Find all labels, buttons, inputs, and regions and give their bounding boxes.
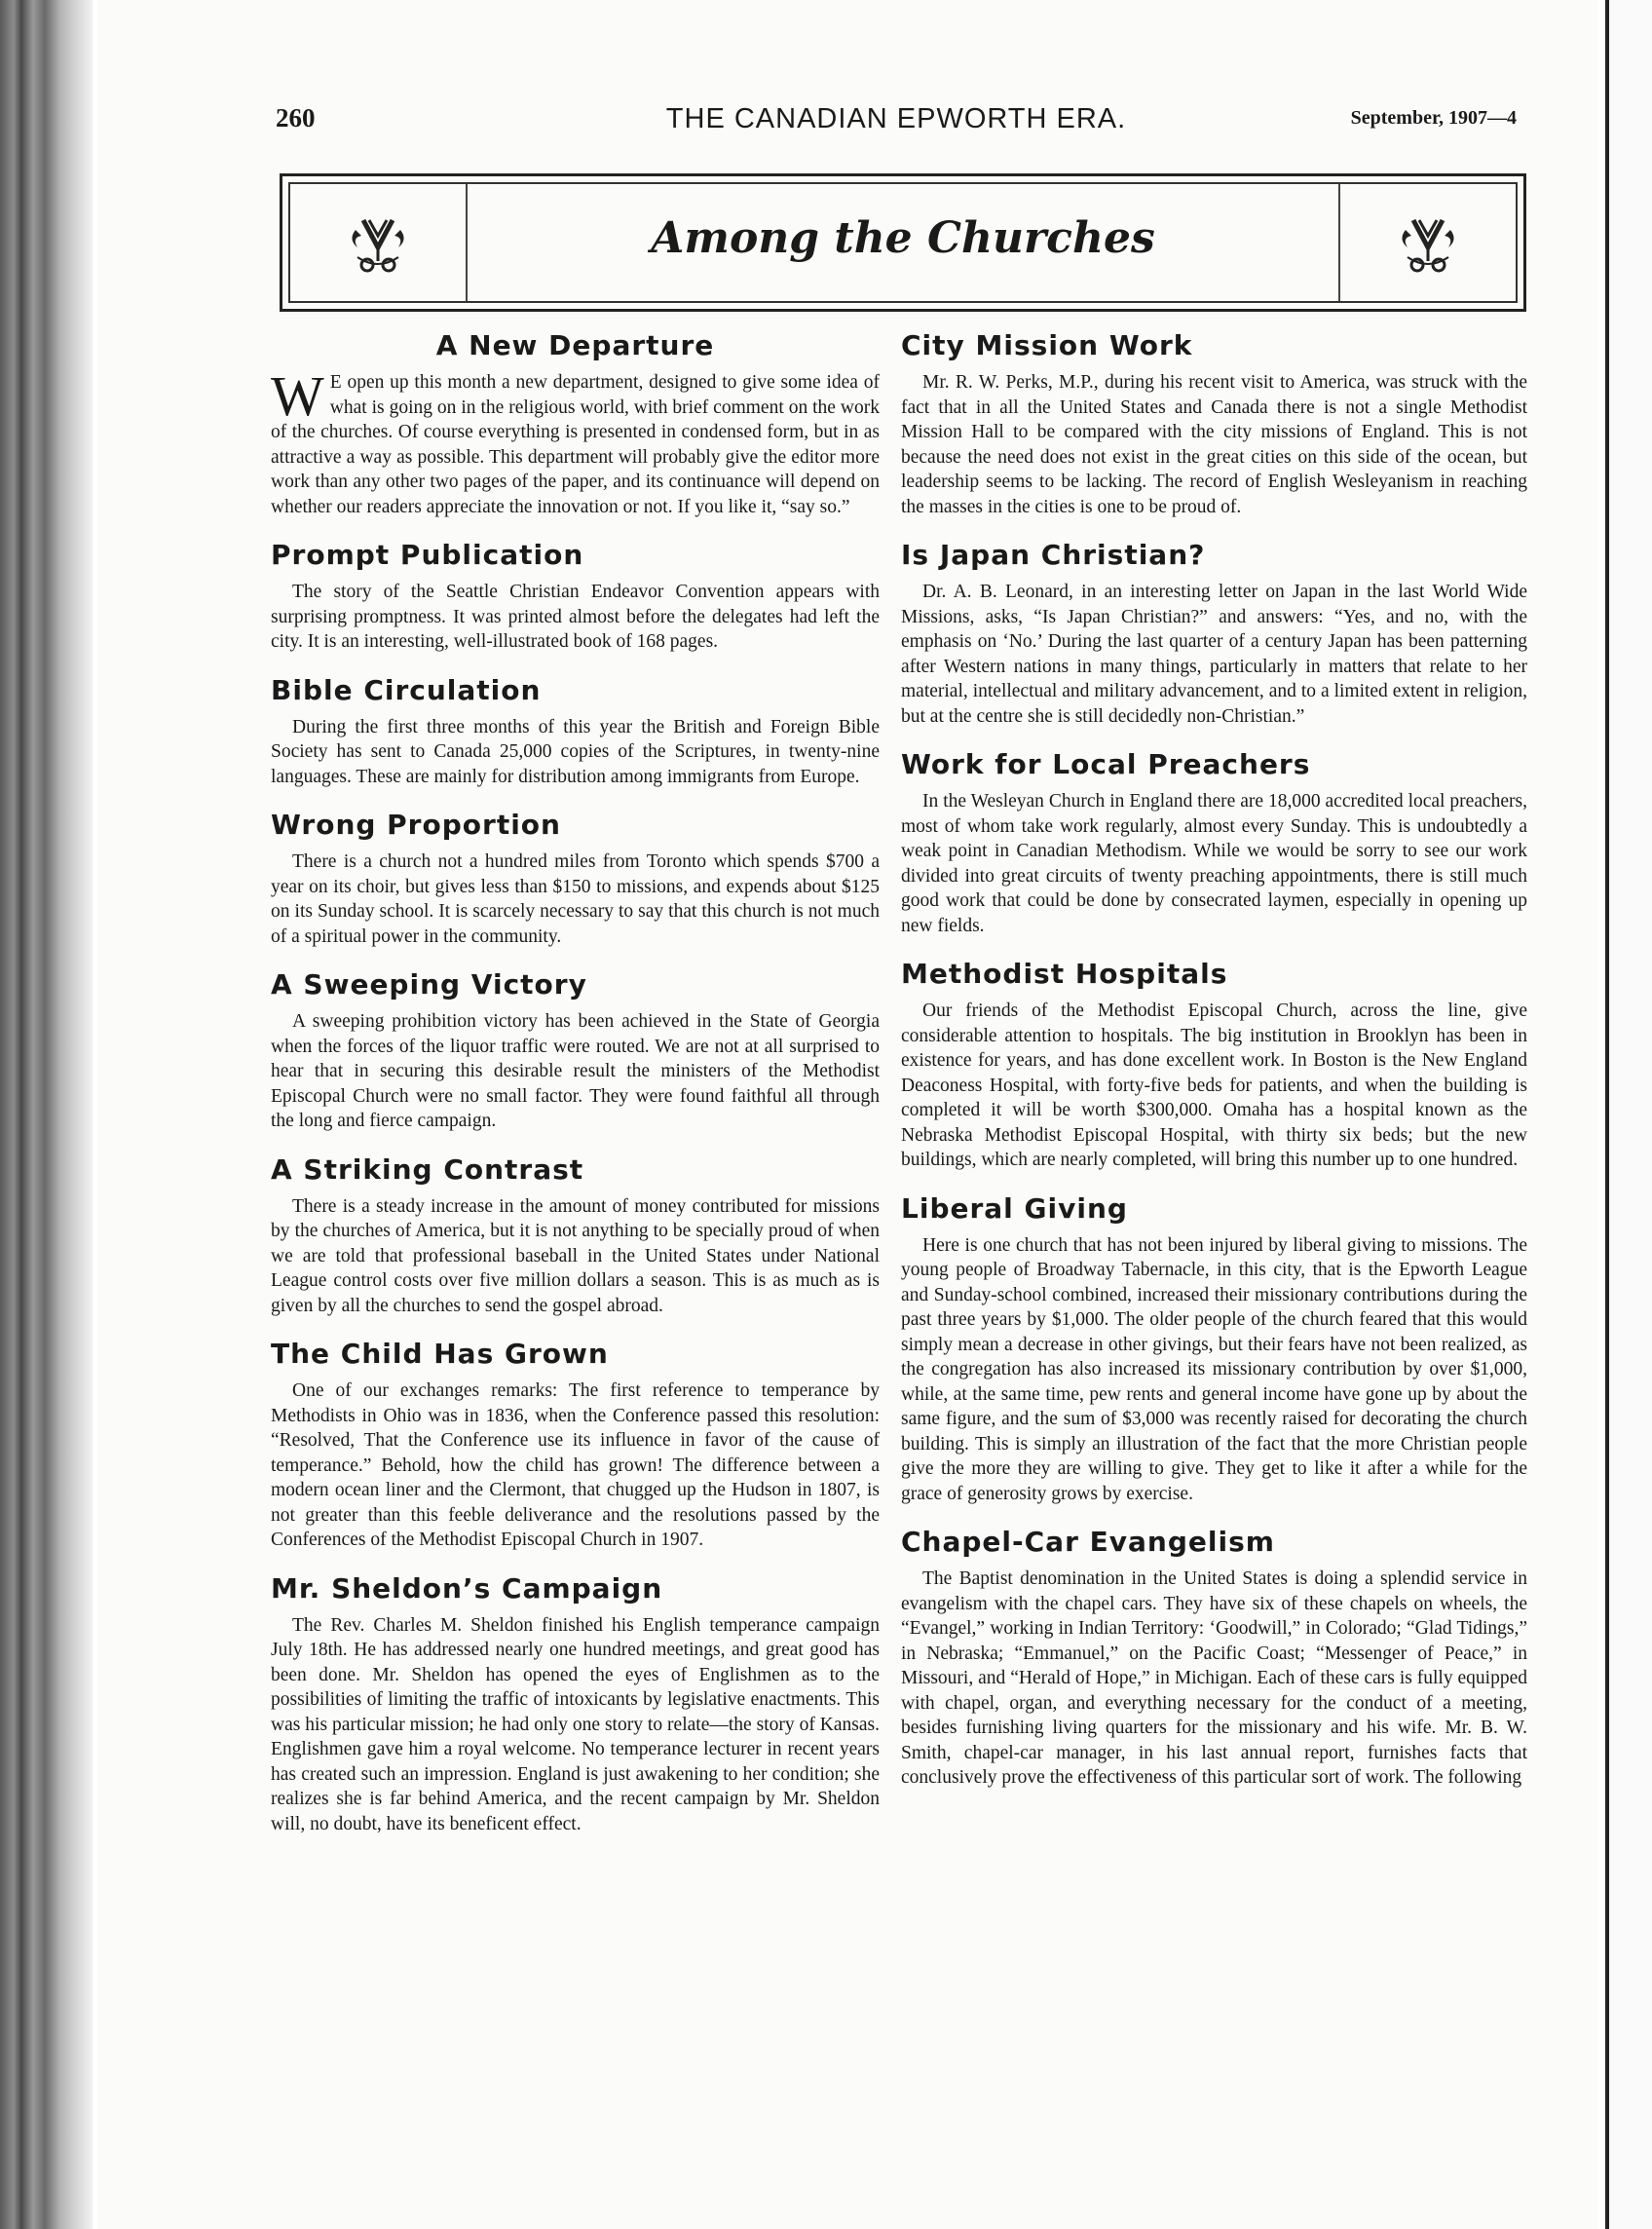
article-body: Dr. A. B. Leonard, in an interesting letter on Japan in the last World Wide Missions, asks, “Is Japan Christian?” and answers: “Yes, and no, with the emphasis on ‘No.’ During the last quarter of a century Japan has been patterning after Western nations in many things, particularly in matters that relate to her material, intellectual and military advancement, and to a limited extent in religion, but at the centre she is still decidedly non-Christian.” bbox=[901, 582, 1527, 727]
article-heading: A Striking Contrast bbox=[271, 1152, 584, 1186]
ornament-left-icon bbox=[344, 208, 412, 277]
article-body: During the first three months of this year the British and Foreign Bible Society has sent to Canada 25,000 copies of the Scriptures, in twenty-nine languages. These are mainly for distribution among immigrants from Europe. bbox=[271, 716, 880, 787]
article-striking-contrast bbox=[271, 1152, 880, 1319]
article-japan-christian bbox=[901, 537, 1527, 729]
article-body: A sweeping prohibition victory has been achieved in the State of Georgia when the forces of the liquor traffic were routed. We are not at all surprised to hear that in securing this desirable result the ministers of the Methodist Episcopal Church were no small factor. They were found faithful all through the long and fierce campaign. bbox=[271, 1011, 880, 1131]
running-header bbox=[276, 103, 1517, 142]
banner-title: Among the Churches bbox=[651, 213, 1155, 263]
ornament-right-icon bbox=[1394, 208, 1462, 277]
article-sheldons-campaign bbox=[271, 1570, 880, 1837]
article-body: Here is one church that has not been injured by liberal giving to missions. The young people of Broadway Tabernacle, in this city, that is the Epworth League and Sunday-school combined, increased their missionary contributions during the past three years by $1,000. The older people of the church feared that this would simply mean a decrease in other givings, but their fears have not been realized, as the congregation has also increased its missionary contribution by over $1,000, while, at the same time, pew rents and general income have gone up by about the same figure, and the sum of $3,000 was recently raised for decorating the church building. This is simply an illustration of the fact that the more Christian people give the more they are willing to give. They get to like it after a while for the grace of generosity grows by exercise. bbox=[901, 1234, 1527, 1504]
issue-date: September, 1907—4 bbox=[1350, 107, 1517, 129]
article-heading: Liberal Giving bbox=[901, 1191, 1128, 1225]
article-child-has-grown bbox=[271, 1336, 880, 1553]
article-text: E open up this month a new department, designed to give some idea of what is going on in the religious world, with brief comment on the work of the churches. Of course everything is presented in condensed form, but in as attractive a way as possible. This department will probably give the editor more work than any other two pages of the paper, and its continuance will depend on whether our readers appreciate the innovation or not. If you like it, “say so.” bbox=[271, 372, 880, 517]
article-body bbox=[271, 364, 880, 519]
article-methodist-hospitals bbox=[901, 956, 1527, 1173]
article-body: In the Wesleyan Church in England there are 18,000 accredited local preachers, most of whom take work regularly, almost every Sunday. This is undoubtedly a weak point in Canadian Methodism. While we would be sorry to see our work divided into great circuits of twenty preaching appointments, there is still much good work that could be done by consecrated laymen, especially in opening up new fields. bbox=[901, 791, 1527, 936]
article-heading: A New Departure bbox=[435, 329, 715, 361]
article-heading: Chapel-Car Evangelism bbox=[901, 1526, 1275, 1558]
article-body: Our friends of the Methodist Episcopal Church, across the line, give considerable attention to hospitals. The big institution in Brooklyn has been in existence for years, and has done excellent work. In Boston is the New England Deaconess Hospital, with forty-five beds for patients, and when the building is completed it will be worth $300,000. Omaha has a hospital known as the Nebraska Methodist Episcopal Hospital, with thirty six beds; but the new buildings, which are nearly completed, will bring this number up to one hundred. bbox=[901, 1001, 1527, 1170]
banner-right-panel bbox=[1338, 184, 1516, 301]
article-body: The Baptist denomination in the United States is doing a splendid service in evangelism with the chapel cars. They have six of these chapels on wheels, the “Evangel,” working in Indian Territory: ‘Goodwill,” in Colorado; “Glad Tidings,” in Nebraska; “Emmanuel,” on the Pacific Coast; “Messenger of Peace,” in Missouri, and “Herald of Hope,” in Michigan. Each of these cars is fully equipped with chapel, organ, and everything necessary for the conduct of a meeting, besides furnishing living quarters for the missionary and his wife. Mr. B. W. Smith, chapel-car manager, in his last annual report, furnishes facts that conclusively prove the effectiveness of this particular sort of work. The following bbox=[901, 1568, 1527, 1788]
article-body: There is a church not a hundred miles from Toronto which spends $700 a year on its choir, but gives less than $150 to missions, and expends about $125 on its Sunday school. It is scarcely necessary to say that this church is not much of a spiritual power in the community. bbox=[271, 851, 880, 947]
section-banner bbox=[280, 173, 1526, 312]
article-heading: Mr. Sheldon’s Campaign bbox=[271, 1571, 663, 1605]
article-body: The story of the Seattle Christian Endeavor Convention appears with surprising promptness. It was printed almost before the delegates had left the city. It is an interesting, well-illustrated book of 168 pages. bbox=[271, 582, 880, 652]
article-bible-circulation bbox=[271, 672, 880, 790]
article-liberal-giving bbox=[901, 1190, 1527, 1507]
article-heading: Methodist Hospitals bbox=[901, 958, 1228, 990]
article-prompt-publication bbox=[271, 537, 880, 655]
article-local-preachers bbox=[901, 746, 1527, 938]
drop-cap: W bbox=[271, 364, 324, 428]
article-body: One of our exchanges remarks: The first reference to temperance by Methodists in Ohio was in 1836, when the Conference passed this resolution: “Resolved, That the Conference use its influence in favor of the cause of temperance.” Behold, how the child has grown! The difference between a modern ocean liner and the Clermont, that chugged up the Hudson in 1807, is not greater than this feeble deliverance and the resolutions passed by the Conferences of the Methodist Episcopal Church in 1907. bbox=[271, 1380, 880, 1550]
article-city-mission-work bbox=[901, 327, 1527, 519]
article-heading: Wrong Proportion bbox=[271, 809, 561, 841]
book-spine bbox=[0, 0, 93, 2229]
article-wrong-proportion bbox=[271, 807, 880, 949]
article-heading: Prompt Publication bbox=[271, 539, 584, 571]
article-new-departure bbox=[271, 327, 880, 519]
article-body: The Rev. Charles M. Sheldon finished his English temperance campaign July 18th. He has addressed nearly one hundred meetings, and great good has been done. Mr. Sheldon has opened the eyes of Englishmen as to the possibilities of limiting the traffic of intoxicants by legislative enactments. This was his particular mission; he had only one story to relate—the story of Kansas. Englishmen gave him a royal welcome. No temperance lecturer in recent years has created such an impression. England is just awakening to her condition; she realizes she is far behind America, and the recent campaign by Mr. Sheldon will, no doubt, have its beneficent effect. bbox=[271, 1614, 880, 1834]
article-heading: Is Japan Christian? bbox=[901, 539, 1206, 571]
article-body: Mr. R. W. Perks, M.P., during his recent visit to America, was struck with the fact that in all the United States and Canada there is not a single Methodist Mission Hall to be compared with the city missions of England. This is not because the need does not exist in the great cities on this side of the ocean, but leadership seems to be lacking. The record of English Wesleyanism in reaching the masses in the cities is one to be proud of. bbox=[901, 372, 1527, 517]
article-chapel-car-evangelism bbox=[901, 1524, 1527, 1791]
article-heading: City Mission Work bbox=[901, 329, 1193, 361]
banner-left-panel bbox=[290, 184, 468, 301]
article-heading: Work for Local Preachers bbox=[901, 748, 1311, 780]
article-body: There is a steady increase in the amount of money contributed for missions by the churches of America, but it is not anything to be specially proud of when we are told that professional baseball in the United States under National League control costs over five million dollars a season. This is as much as is given by all the churches to send the gospel abroad. bbox=[271, 1195, 880, 1316]
article-heading: Bible Circulation bbox=[271, 673, 542, 706]
page-edge bbox=[1605, 0, 1652, 2229]
article-sweeping-victory bbox=[271, 966, 880, 1134]
page-number: 260 bbox=[276, 103, 316, 132]
publication-title: THE CANADIAN EPWORTH ERA. bbox=[665, 103, 1127, 134]
article-heading: A Sweeping Victory bbox=[271, 968, 587, 1001]
left-column bbox=[271, 327, 880, 1854]
right-column bbox=[901, 327, 1527, 1808]
article-heading: The Child Has Grown bbox=[271, 1338, 609, 1370]
